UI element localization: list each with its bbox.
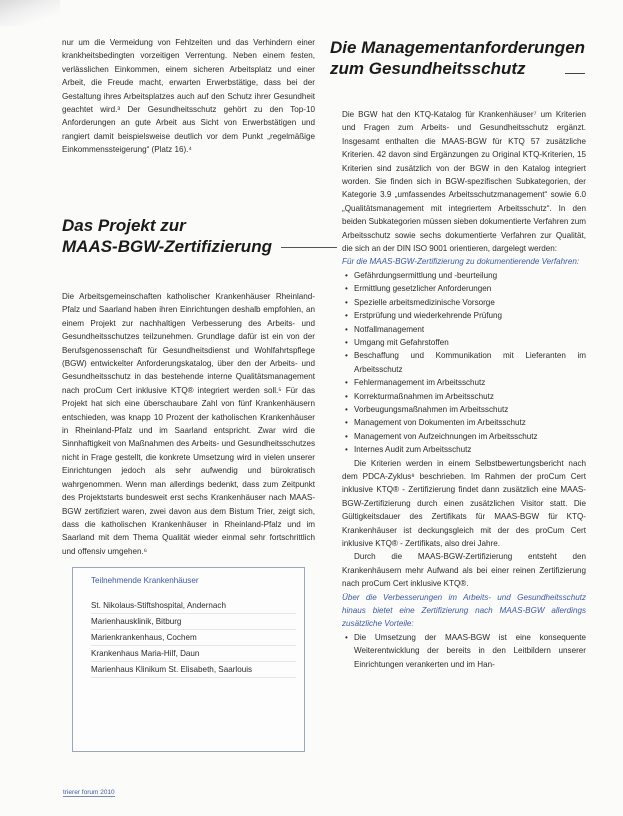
list-item: • Spezielle arbeitsmedizinische Vorsorge	[342, 296, 586, 309]
procedures-intro: Für die MAAS-BGW-Zertifizierung zu dokumentierende Verfahren:	[342, 257, 580, 267]
project-paragraph: Die Arbeitsgemeinschaften katholischer Krankenhäuser Rheinland-Pfalz und Saarland haben ihren Einrichtungen deshalb empfohlen, an einem Projekt zur nachhaltigen Verbesserung des Arbeits- und Gesundheitsschutzes teilzunehmen. Grundlage dafür ist ein von der Berufsgenossenschaft für Gesundheitsdienst und Wohlfahrtspflege (BGW) entwickelter Anforderungskatalog, über den der Arbeits- und Gesundheitsschutz in das bestehende interne Qualitätsmanagement nach proCum Cert inklusive KTQ® integriert werden soll.⁵ Für das Projekt hat sich eine überschaubare Zahl von fünf Krankenhäusern entschieden, was knapp 10 Prozent der katholischen Krankenhäuser in Rheinland-Pfalz und im Saarland entspricht. Zwar wird die Sinnhaftigkeit von Maßnahmen des Arbeits- und Gesundheitsschutzes nicht in Frage gestellt, die konkrete Umsetzung wird in vielen unserer Einrichtungen jedoch als sehr aufwendig und bürokratisch wahrgenommen. Wenn man allerdings bedenkt, dass zum Zeitpunkt des Projektstarts bundesweit erst sechs Krankenhäuser nach MAAS-BGW zertifiziert waren, zwei davon aus dem Bistum Trier, zeigt sich, dass die katholischen Krankenhäuser in Rheinland-Pfalz und im Saarland mit dem Thema Qualität wieder einmal sehr fortschrittlich und offensiv umgehen.⁶	[62, 292, 315, 556]
effort-paragraph: Durch die MAAS-BGW-Zertifizierung entsteht den Krankenhäusern mehr Aufwand als bei einer reinen Zertifizierung nach proCum Cert inklusive KTQ®.	[342, 552, 586, 589]
hospital-item: Marienkrankenhaus, Cochem	[91, 630, 296, 646]
management-heading-line2: zum Gesundheitsschutz	[330, 59, 526, 78]
list-item: • Ermittlung gesetzlicher Anforderungen	[342, 282, 586, 295]
list-item: • Management von Dokumenten im Arbeitsschutz	[342, 416, 586, 429]
list-item: • Vorbeugungsmaßnahmen im Arbeitsschutz	[342, 403, 586, 416]
footer-label: trierer forum 2010	[63, 789, 115, 796]
hospital-item: Marienhaus Klinikum St. Elisabeth, Saarlouis	[91, 662, 296, 678]
project-heading-line1: Das Projekt zur	[62, 216, 186, 235]
list-item: • Umgang mit Gefahrstoffen	[342, 336, 586, 349]
hospital-item: Marienhausklinik, Bitburg	[91, 614, 296, 630]
bgw-paragraph: Die BGW hat den KTQ-Katalog für Krankenhäuser⁷ um Kriterien und Fragen zum Arbeits- und Gesundheitsschutz ergänzt. Insgesamt enthalten die MAAS-BGW für KTQ 57 zusätzliche Kriterien. 42 davon sind Ergänzungen zu Original KTQ-Kriterien, 15 Kriterien sind zusätzlich von der BGW in den Katalog integriert worden. Sie finden sich in BGW-spezifischen Subkategorien, der Kategorie 3.9 „umfassendes Arbeitsschutzmanagement“ sowie 6.0 „Qualitätsmanagement mit integriertem Arbeitsschutz“. In den beiden Subkategorien müssen sieben dokumentierte Verfahren zum Arbeitsschutz sowie sechs dokumentierte Verfahren zur Qualität, die sich an der DIN ISO 9001 orientieren, dargelegt werden:	[342, 110, 586, 254]
management-heading	[330, 37, 585, 79]
list-item: • Fehlermanagement im Arbeitsschutz	[342, 376, 586, 389]
list-item: • Beschaffung und Kommunikation mit Lieferanten im Arbeitsschutz	[342, 349, 586, 376]
list-item: • Gefährdungsermittlung und -beurteilung	[342, 269, 586, 282]
hospital-item: Krankenhaus Maria-Hilf, Daun	[91, 646, 296, 662]
procedures-list	[342, 269, 586, 457]
page-corner-fold	[0, 0, 60, 26]
box-title: Teilnehmende Krankenhäuser	[91, 576, 199, 585]
advantages-intro: Über die Verbesserungen im Arbeits- und Gesundheitsschutz hinaus bietet eine Zertifizierung nach MAAS-BGW allerdings zusätzliche Vorteile:	[342, 592, 586, 629]
hospital-item: St. Nikolaus-Stiftshospital, Andernach	[91, 598, 296, 614]
list-item: • Die Umsetzung der MAAS-BGW ist eine konsequente Weiterentwicklung der bereits in den Leitbildern unserer Einrichtungen verankerten und im Han-	[342, 631, 586, 671]
participating-hospitals-box	[72, 567, 305, 752]
heading-rule	[281, 247, 337, 248]
management-heading-line1: Die Managementanforderungen	[330, 38, 586, 57]
left-intro-text	[62, 36, 315, 157]
list-item: • Notfallmanagement	[342, 323, 586, 336]
list-item: • Internes Audit zum Arbeitsschutz	[342, 443, 586, 456]
list-item: • Erstprüfung und wiederkehrende Prüfung	[342, 309, 586, 322]
pdca-paragraph: Die Kriterien werden in einem Selbstbewertungsbericht nach dem PDCA-Zyklus⁸ beschrieben. Im Rahmen der proCum Cert inklusive KTQ® - Zertifizierung findet dann zusätzlich eine MAAS-BGW-Zertifizierung durch einen zusätzlichen Visitor statt. Die Gültigkeitsdauer des Zertifikats für MAAS-BGW für KTQ-Krankenhäuser ist deckungsgleich mit der des proCum Cert inklusive KTQ® - Zertifikats, also drei Jahre.	[342, 458, 586, 548]
project-heading-line2: MAAS-BGW-Zertifizierung	[62, 237, 272, 256]
hospital-list	[91, 598, 296, 678]
advantages-list	[342, 631, 586, 671]
heading-rule	[565, 73, 585, 74]
project-heading-line2-wrap	[62, 236, 337, 257]
right-body-text	[342, 108, 586, 671]
list-item: • Korrekturmaßnahmen im Arbeitsschutz	[342, 390, 586, 403]
list-item: • Management von Aufzeichnungen im Arbeitsschutz	[342, 430, 586, 443]
left-body-text	[62, 290, 315, 558]
intro-paragraph: nur um die Vermeidung von Fehlzeiten und das Verhindern einer krankheitsbedingten vorzeitigen Verrentung. Neben einem festen, verlässlichen Einkommen, einem sicheren Arbeitsplatz und einer Arbeit, die Freude macht, erwarten Erwerbstätige, dass bei der Gestaltung ihres Arbeitsplatzes auch auf den Schutz ihrer Gesundheit geachtet wird.³ Der Gesundheitsschutz gehört zu den Top-10 Anforderungen an gute Arbeit aus Sicht von Erwerbstätigen und rangiert damit beispielsweise deutlich vor dem Punkt „regelmäßige Einkommenssteigerung“ (Platz 16).⁴	[62, 38, 315, 155]
project-heading	[62, 215, 337, 257]
